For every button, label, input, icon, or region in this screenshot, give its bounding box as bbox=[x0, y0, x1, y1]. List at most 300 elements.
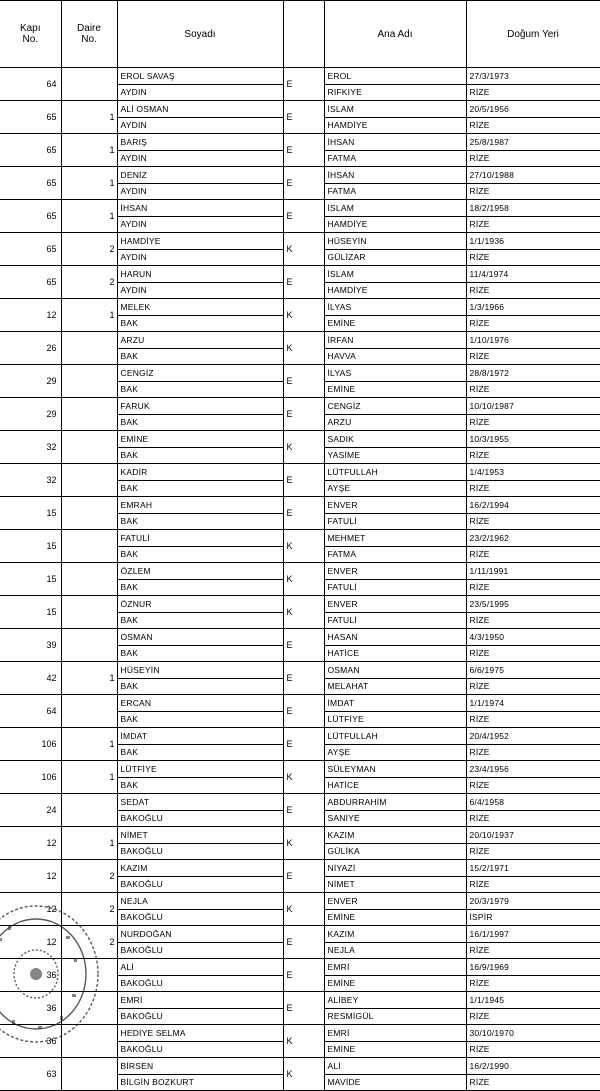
first-name-cell: HEDİYE SELMA bbox=[117, 1025, 283, 1042]
father-name-cell: SADIK bbox=[324, 431, 466, 448]
mother-name-cell: HAVVA bbox=[324, 348, 466, 365]
birth-place-cell: RİZE bbox=[466, 348, 600, 365]
first-name-cell: DENİZ bbox=[117, 167, 283, 184]
table-row bbox=[0, 992, 600, 1009]
father-name-cell: KAZIM bbox=[324, 926, 466, 943]
gender-cell: K bbox=[283, 431, 324, 464]
gender-cell: K bbox=[283, 1025, 324, 1058]
table-row bbox=[0, 332, 600, 349]
father-name-cell: MEHMET bbox=[324, 530, 466, 547]
father-name-cell: KAZIM bbox=[324, 827, 466, 844]
surname-cell: BAK bbox=[117, 777, 283, 794]
mother-name-cell: FATMA bbox=[324, 546, 466, 563]
mother-name-cell: EMİNE bbox=[324, 381, 466, 398]
birth-date-cell: 16/2/1990 bbox=[466, 1058, 600, 1075]
kapi-no-cell: 64 bbox=[0, 695, 61, 728]
table-row bbox=[0, 629, 600, 646]
daire-no-cell bbox=[61, 596, 117, 629]
daire-no-cell bbox=[61, 1058, 117, 1091]
gender-cell: E bbox=[283, 959, 324, 992]
first-name-cell: FARUK bbox=[117, 398, 283, 415]
birth-place-cell: RİZE bbox=[466, 1008, 600, 1025]
kapi-no-cell: 12 bbox=[0, 299, 61, 332]
table-row bbox=[0, 233, 600, 250]
birth-date-cell: 27/10/1988 bbox=[466, 167, 600, 184]
gender-cell: E bbox=[283, 68, 324, 101]
gender-cell: K bbox=[283, 827, 324, 860]
gender-cell: E bbox=[283, 365, 324, 398]
gender-cell: E bbox=[283, 794, 324, 827]
birth-date-cell: 25/8/1987 bbox=[466, 134, 600, 151]
surname-cell: BAK bbox=[117, 315, 283, 332]
table-row bbox=[0, 926, 600, 943]
birth-date-cell: 6/4/1958 bbox=[466, 794, 600, 811]
table-row bbox=[0, 398, 600, 415]
gender-cell: K bbox=[283, 1058, 324, 1091]
kapi-no-cell: 63 bbox=[0, 1058, 61, 1091]
table-row bbox=[0, 695, 600, 712]
father-name-cell: İSLAM bbox=[324, 101, 466, 118]
surname-cell: BAKOĞLU bbox=[117, 810, 283, 827]
header-row bbox=[0, 1, 600, 68]
gender-cell: E bbox=[283, 167, 324, 200]
kapi-no-cell: 106 bbox=[0, 728, 61, 761]
first-name-cell: İMDAT bbox=[117, 728, 283, 745]
kapi-no-cell: 36 bbox=[0, 992, 61, 1025]
birth-date-cell: 1/3/1966 bbox=[466, 299, 600, 316]
kapi-no-cell: 65 bbox=[0, 134, 61, 167]
mother-name-cell: FATMA bbox=[324, 183, 466, 200]
father-name-cell: İMDAT bbox=[324, 695, 466, 712]
birth-date-cell: 15/2/1971 bbox=[466, 860, 600, 877]
table-row bbox=[0, 761, 600, 778]
daire-no-cell: 2 bbox=[61, 926, 117, 959]
birth-date-cell: 23/5/1995 bbox=[466, 596, 600, 613]
daire-no-cell bbox=[61, 992, 117, 1025]
header-dogum-yeri: Doğum Yeri bbox=[466, 1, 600, 68]
gender-cell: E bbox=[283, 134, 324, 167]
birth-date-cell: 20/10/1937 bbox=[466, 827, 600, 844]
daire-no-cell bbox=[61, 1025, 117, 1058]
birth-date-cell: 20/4/1952 bbox=[466, 728, 600, 745]
birth-place-cell: RİZE bbox=[466, 546, 600, 563]
birth-date-cell: 20/3/1979 bbox=[466, 893, 600, 910]
table-row bbox=[0, 200, 600, 217]
table-row bbox=[0, 68, 600, 85]
first-name-cell: ALİ bbox=[117, 959, 283, 976]
first-name-cell: EROL SAVAŞ bbox=[117, 68, 283, 85]
mother-name-cell: MAVİDE bbox=[324, 1074, 466, 1091]
father-name-cell: NİYAZİ bbox=[324, 860, 466, 877]
birth-date-cell: 1/1/1936 bbox=[466, 233, 600, 250]
kapi-no-cell: 12 bbox=[0, 893, 61, 926]
daire-no-cell: 2 bbox=[61, 860, 117, 893]
birth-place-cell: RİZE bbox=[466, 1074, 600, 1091]
surname-cell: BAK bbox=[117, 480, 283, 497]
surname-cell: BAK bbox=[117, 579, 283, 596]
first-name-cell: BARIŞ bbox=[117, 134, 283, 151]
first-name-cell: ÖZNUR bbox=[117, 596, 283, 613]
gender-cell: E bbox=[283, 695, 324, 728]
daire-no-cell bbox=[61, 365, 117, 398]
table-row bbox=[0, 662, 600, 679]
daire-no-cell: 1 bbox=[61, 167, 117, 200]
mother-name-cell: FATULİ bbox=[324, 513, 466, 530]
table-row bbox=[0, 959, 600, 976]
first-name-cell: KAZIM bbox=[117, 860, 283, 877]
surname-cell: BAKOĞLU bbox=[117, 1008, 283, 1025]
birth-place-cell: RİZE bbox=[466, 183, 600, 200]
birth-place-cell: RİZE bbox=[466, 942, 600, 959]
table-row bbox=[0, 1025, 600, 1042]
surname-cell: BAK bbox=[117, 348, 283, 365]
daire-no-cell: 1 bbox=[61, 827, 117, 860]
father-name-cell: ENVER bbox=[324, 497, 466, 514]
table-body bbox=[0, 68, 600, 1091]
birth-date-cell: 28/8/1972 bbox=[466, 365, 600, 382]
mother-name-cell: GÜLİKA bbox=[324, 843, 466, 860]
daire-no-cell: 1 bbox=[61, 299, 117, 332]
gender-cell: E bbox=[283, 728, 324, 761]
birth-place-cell: RİZE bbox=[466, 150, 600, 167]
surname-cell: AYDIN bbox=[117, 282, 283, 299]
mother-name-cell: HAMDİYE bbox=[324, 282, 466, 299]
father-name-cell: EMRİ bbox=[324, 959, 466, 976]
daire-no-cell bbox=[61, 530, 117, 563]
kapi-no-cell: 36 bbox=[0, 1025, 61, 1058]
father-name-cell: EMRİ bbox=[324, 1025, 466, 1042]
surname-cell: BAK bbox=[117, 513, 283, 530]
daire-no-cell: 2 bbox=[61, 266, 117, 299]
gender-cell: E bbox=[283, 926, 324, 959]
table-row bbox=[0, 1058, 600, 1075]
first-name-cell: HÜSEYİN bbox=[117, 662, 283, 679]
mother-name-cell: EMİNE bbox=[324, 315, 466, 332]
first-name-cell: NİMET bbox=[117, 827, 283, 844]
daire-no-cell: 2 bbox=[61, 233, 117, 266]
header-daire-no: Daire No. bbox=[61, 1, 117, 68]
gender-cell: K bbox=[283, 761, 324, 794]
surname-cell: BAK bbox=[117, 381, 283, 398]
header-soyadi: Soyadı bbox=[117, 1, 283, 68]
birth-date-cell: 16/1/1997 bbox=[466, 926, 600, 943]
kapi-no-cell: 65 bbox=[0, 233, 61, 266]
surname-cell: BAK bbox=[117, 711, 283, 728]
daire-no-cell: 1 bbox=[61, 134, 117, 167]
surname-cell: BAKOĞLU bbox=[117, 876, 283, 893]
table-row bbox=[0, 266, 600, 283]
kapi-no-cell: 15 bbox=[0, 596, 61, 629]
first-name-cell: EMRİ bbox=[117, 992, 283, 1009]
mother-name-cell: FATULİ bbox=[324, 612, 466, 629]
mother-name-cell: LÜTFİYE bbox=[324, 711, 466, 728]
gender-cell: E bbox=[283, 992, 324, 1025]
first-name-cell: EMRAH bbox=[117, 497, 283, 514]
daire-no-cell: 2 bbox=[61, 893, 117, 926]
daire-no-cell bbox=[61, 431, 117, 464]
gender-cell: E bbox=[283, 464, 324, 497]
birth-place-cell: RİZE bbox=[466, 249, 600, 266]
birth-place-cell: RİZE bbox=[466, 84, 600, 101]
birth-date-cell: 30/10/1970 bbox=[466, 1025, 600, 1042]
birth-date-cell: 20/5/1956 bbox=[466, 101, 600, 118]
daire-no-cell bbox=[61, 464, 117, 497]
daire-no-cell bbox=[61, 629, 117, 662]
kapi-no-cell: 65 bbox=[0, 200, 61, 233]
daire-no-cell bbox=[61, 68, 117, 101]
father-name-cell: LÜTFULLAH bbox=[324, 464, 466, 481]
table-row bbox=[0, 365, 600, 382]
surname-cell: BAKOĞLU bbox=[117, 975, 283, 992]
surname-cell: AYDIN bbox=[117, 150, 283, 167]
header-gender-blank bbox=[283, 1, 324, 68]
gender-cell: K bbox=[283, 299, 324, 332]
daire-no-cell bbox=[61, 959, 117, 992]
father-name-cell: ENVER bbox=[324, 893, 466, 910]
header-kapi-no: Kapı No. bbox=[0, 1, 61, 68]
mother-name-cell: RIFKIYE bbox=[324, 84, 466, 101]
first-name-cell: LÜTFİYE bbox=[117, 761, 283, 778]
father-name-cell: ALİBEY bbox=[324, 992, 466, 1009]
kapi-no-cell: 29 bbox=[0, 365, 61, 398]
birth-place-cell: RİZE bbox=[466, 579, 600, 596]
table-row bbox=[0, 893, 600, 910]
mother-name-cell: HATİCE bbox=[324, 777, 466, 794]
first-name-cell: ARZU bbox=[117, 332, 283, 349]
birth-place-cell: RİZE bbox=[466, 810, 600, 827]
birth-place-cell: RİZE bbox=[466, 414, 600, 431]
father-name-cell: OSMAN bbox=[324, 662, 466, 679]
daire-no-cell bbox=[61, 497, 117, 530]
daire-no-cell: 1 bbox=[61, 761, 117, 794]
gender-cell: K bbox=[283, 596, 324, 629]
kapi-no-cell: 12 bbox=[0, 926, 61, 959]
birth-place-cell: RİZE bbox=[466, 711, 600, 728]
father-name-cell: ENVER bbox=[324, 596, 466, 613]
gender-cell: K bbox=[283, 332, 324, 365]
birth-date-cell: 23/2/1962 bbox=[466, 530, 600, 547]
birth-date-cell: 1/1/1974 bbox=[466, 695, 600, 712]
birth-place-cell: RİZE bbox=[466, 381, 600, 398]
birth-place-cell: RİZE bbox=[466, 1041, 600, 1058]
table-row bbox=[0, 464, 600, 481]
table-row bbox=[0, 167, 600, 184]
mother-name-cell: FATULİ bbox=[324, 579, 466, 596]
birth-date-cell: 1/4/1953 bbox=[466, 464, 600, 481]
kapi-no-cell: 24 bbox=[0, 794, 61, 827]
father-name-cell: EROL bbox=[324, 68, 466, 85]
kapi-no-cell: 15 bbox=[0, 497, 61, 530]
first-name-cell: İHSAN bbox=[117, 200, 283, 217]
gender-cell: E bbox=[283, 860, 324, 893]
daire-no-cell bbox=[61, 398, 117, 431]
first-name-cell: ALİ OSMAN bbox=[117, 101, 283, 118]
table-row bbox=[0, 860, 600, 877]
mother-name-cell: NEJLA bbox=[324, 942, 466, 959]
birth-date-cell: 1/1/1945 bbox=[466, 992, 600, 1009]
table-row bbox=[0, 827, 600, 844]
mother-name-cell: AYŞE bbox=[324, 744, 466, 761]
birth-place-cell: RİZE bbox=[466, 843, 600, 860]
birth-place-cell: RİZE bbox=[466, 876, 600, 893]
surname-cell: BAK bbox=[117, 612, 283, 629]
father-name-cell: ALİ bbox=[324, 1058, 466, 1075]
table-row bbox=[0, 431, 600, 448]
first-name-cell: ERCAN bbox=[117, 695, 283, 712]
surname-cell: BAK bbox=[117, 744, 283, 761]
daire-no-cell bbox=[61, 695, 117, 728]
mother-name-cell: EMİNE bbox=[324, 909, 466, 926]
father-name-cell: İRFAN bbox=[324, 332, 466, 349]
surname-cell: BAK bbox=[117, 678, 283, 695]
mother-name-cell: EMİNE bbox=[324, 1041, 466, 1058]
first-name-cell: EMİNE bbox=[117, 431, 283, 448]
kapi-no-cell: 65 bbox=[0, 101, 61, 134]
surname-cell: BAK bbox=[117, 447, 283, 464]
birth-date-cell: 6/6/1975 bbox=[466, 662, 600, 679]
kapi-no-cell: 12 bbox=[0, 860, 61, 893]
daire-no-cell bbox=[61, 563, 117, 596]
mother-name-cell: HAMDİYE bbox=[324, 216, 466, 233]
first-name-cell: OSMAN bbox=[117, 629, 283, 646]
birth-date-cell: 10/10/1987 bbox=[466, 398, 600, 415]
table-row bbox=[0, 794, 600, 811]
mother-name-cell: HAMDİYE bbox=[324, 117, 466, 134]
mother-name-cell: RESMİGÜL bbox=[324, 1008, 466, 1025]
mother-name-cell: MELAHAT bbox=[324, 678, 466, 695]
kapi-no-cell: 32 bbox=[0, 464, 61, 497]
birth-place-cell: RİZE bbox=[466, 315, 600, 332]
mother-name-cell: GÜLİZAR bbox=[324, 249, 466, 266]
table-row bbox=[0, 299, 600, 316]
birth-place-cell: RİZE bbox=[466, 447, 600, 464]
surname-cell: BAKOĞLU bbox=[117, 1041, 283, 1058]
gender-cell: E bbox=[283, 662, 324, 695]
birth-place-cell: RİZE bbox=[466, 678, 600, 695]
gender-cell: E bbox=[283, 101, 324, 134]
first-name-cell: MELEK bbox=[117, 299, 283, 316]
first-name-cell: SEDAT bbox=[117, 794, 283, 811]
surname-cell: BAKOĞLU bbox=[117, 942, 283, 959]
birth-place-cell: RİZE bbox=[466, 216, 600, 233]
surname-cell: BİLGİN BOZKURT bbox=[117, 1074, 283, 1091]
surname-cell: AYDIN bbox=[117, 249, 283, 266]
birth-date-cell: 18/2/1958 bbox=[466, 200, 600, 217]
surname-cell: BAKOĞLU bbox=[117, 909, 283, 926]
mother-name-cell: EMİNE bbox=[324, 975, 466, 992]
father-name-cell: LÜTFULLAH bbox=[324, 728, 466, 745]
first-name-cell: BİRSEN bbox=[117, 1058, 283, 1075]
kapi-no-cell: 26 bbox=[0, 332, 61, 365]
table-row bbox=[0, 101, 600, 118]
daire-no-cell bbox=[61, 332, 117, 365]
kapi-no-cell: 15 bbox=[0, 530, 61, 563]
birth-date-cell: 16/2/1994 bbox=[466, 497, 600, 514]
birth-date-cell: 23/4/1956 bbox=[466, 761, 600, 778]
birth-date-cell: 1/11/1991 bbox=[466, 563, 600, 580]
birth-date-cell: 10/3/1955 bbox=[466, 431, 600, 448]
surname-cell: AYDIN bbox=[117, 216, 283, 233]
header-ana-adi: Ana Adı bbox=[324, 1, 466, 68]
first-name-cell: ÖZLEM bbox=[117, 563, 283, 580]
mother-name-cell: SANİYE bbox=[324, 810, 466, 827]
birth-date-cell: 27/3/1973 bbox=[466, 68, 600, 85]
birth-place-cell: RİZE bbox=[466, 612, 600, 629]
gender-cell: E bbox=[283, 497, 324, 530]
birth-date-cell: 1/10/1976 bbox=[466, 332, 600, 349]
birth-place-cell: RİZE bbox=[466, 282, 600, 299]
father-name-cell: HÜSEYİN bbox=[324, 233, 466, 250]
kapi-no-cell: 15 bbox=[0, 563, 61, 596]
daire-no-cell: 1 bbox=[61, 200, 117, 233]
birth-place-cell: RİZE bbox=[466, 975, 600, 992]
birth-date-cell: 4/3/1950 bbox=[466, 629, 600, 646]
kapi-no-cell: 32 bbox=[0, 431, 61, 464]
father-name-cell: SÜLEYMAN bbox=[324, 761, 466, 778]
first-name-cell: HARUN bbox=[117, 266, 283, 283]
mother-name-cell: YASİME bbox=[324, 447, 466, 464]
father-name-cell: İHSAN bbox=[324, 134, 466, 151]
mother-name-cell: NİMET bbox=[324, 876, 466, 893]
father-name-cell: CENGİZ bbox=[324, 398, 466, 415]
mother-name-cell: ARZU bbox=[324, 414, 466, 431]
kapi-no-cell: 64 bbox=[0, 68, 61, 101]
gender-cell: E bbox=[283, 200, 324, 233]
birth-place-cell: RİZE bbox=[466, 117, 600, 134]
father-name-cell: İSLAM bbox=[324, 266, 466, 283]
birth-place-cell: İSPİR bbox=[466, 909, 600, 926]
father-name-cell: ENVER bbox=[324, 563, 466, 580]
table-row bbox=[0, 563, 600, 580]
surname-cell: BAKOĞLU bbox=[117, 843, 283, 860]
first-name-cell: FATULİ bbox=[117, 530, 283, 547]
table-row bbox=[0, 134, 600, 151]
mother-name-cell: HATİCE bbox=[324, 645, 466, 662]
birth-place-cell: RİZE bbox=[466, 777, 600, 794]
father-name-cell: İLYAS bbox=[324, 299, 466, 316]
gender-cell: E bbox=[283, 629, 324, 662]
first-name-cell: NEJLA bbox=[117, 893, 283, 910]
table-row bbox=[0, 596, 600, 613]
birth-place-cell: RİZE bbox=[466, 645, 600, 662]
surname-cell: BAK bbox=[117, 645, 283, 662]
daire-no-cell bbox=[61, 794, 117, 827]
surname-cell: BAK bbox=[117, 546, 283, 563]
gender-cell: K bbox=[283, 893, 324, 926]
kapi-no-cell: 39 bbox=[0, 629, 61, 662]
daire-no-cell: 1 bbox=[61, 662, 117, 695]
gender-cell: E bbox=[283, 398, 324, 431]
mother-name-cell: FATMA bbox=[324, 150, 466, 167]
first-name-cell: HAMDİYE bbox=[117, 233, 283, 250]
father-name-cell: İHSAN bbox=[324, 167, 466, 184]
kapi-no-cell: 29 bbox=[0, 398, 61, 431]
father-name-cell: İSLAM bbox=[324, 200, 466, 217]
surname-cell: AYDIN bbox=[117, 117, 283, 134]
table-row bbox=[0, 530, 600, 547]
surname-cell: BAK bbox=[117, 414, 283, 431]
birth-place-cell: RİZE bbox=[466, 744, 600, 761]
first-name-cell: KADİR bbox=[117, 464, 283, 481]
mother-name-cell: AYŞE bbox=[324, 480, 466, 497]
gender-cell: K bbox=[283, 530, 324, 563]
gender-cell: K bbox=[283, 563, 324, 596]
gender-cell: K bbox=[283, 233, 324, 266]
kapi-no-cell: 106 bbox=[0, 761, 61, 794]
kapi-no-cell: 65 bbox=[0, 167, 61, 200]
kapi-no-cell: 36 bbox=[0, 959, 61, 992]
father-name-cell: İLYAS bbox=[324, 365, 466, 382]
